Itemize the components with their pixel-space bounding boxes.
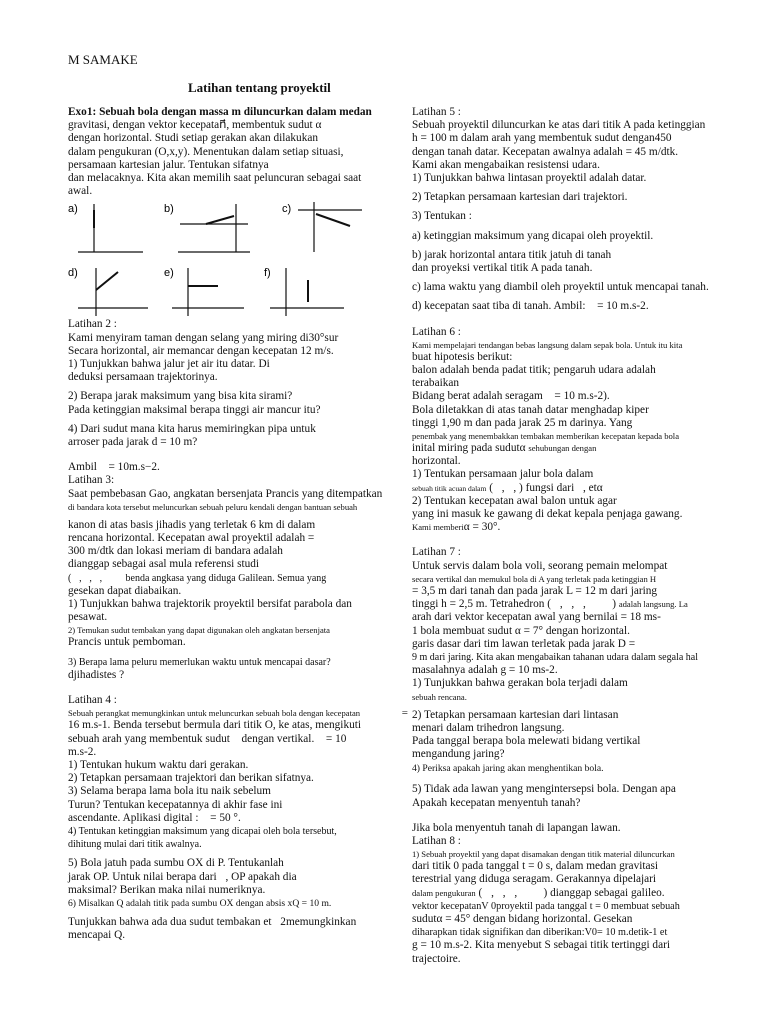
- l6-small-text: sehubungan dengan: [528, 443, 597, 454]
- l3-line: pesawat.: [68, 611, 108, 624]
- l8-line: trajectoire.: [412, 952, 461, 965]
- page-title: Latihan tentang proyektil: [188, 80, 331, 95]
- exo1-line: dengan horizontal. Studi setiap gerakan akan dilakukan: [68, 132, 319, 145]
- l5-line: Kami akan mengabaikan resistensi udara.: [412, 158, 600, 171]
- l7-line: 2) Tetapkan persamaan kartesian dari lintasan: [412, 708, 619, 721]
- l4-line: sebuah arah yang membentuk sudut⃞ dengan vertikal.⃞ = 10: [68, 732, 347, 745]
- l4-line: 6) Misalkan Q adalah titik pada sumbu OX dengan absis xQ = 10 m.: [68, 897, 332, 909]
- l4-line: 4) Tentukan ketinggian maksimum yang dicapai oleh bola tersebut,: [68, 825, 337, 837]
- l4-line: ascendante. Aplikasi digital :⃞ = 50 °.: [68, 811, 241, 824]
- l5-line: 3) Tentukan :: [412, 210, 472, 223]
- exo1-line: dalam pengukuran (O,x,y). Menentukan dalam setiap situasi,: [68, 145, 344, 158]
- l6-line: tinggi 1,90 m dan pada jarak 25 m darinya. Yang: [412, 416, 633, 429]
- l6-text: α = 30°.: [463, 521, 501, 534]
- l4-small-text: Sebuah perangkat memungkinkan untuk meluncurkan sebuah bola dengan kecepatan: [68, 708, 361, 719]
- l2-line: Secara horizontal, air memancar dengan kecepatan 12 m/s.: [68, 344, 334, 357]
- l4-line: m.s-2.: [68, 745, 97, 758]
- l7-line: menari dalam trihedron langsung.: [412, 721, 565, 734]
- l4-line: Tunjukkan bahwa ada dua sudut tembakan et⃞2memungkinkan: [68, 916, 357, 929]
- l8-small-line: 1) Sebuah proyektil yang dapat disamakan dengan titik material diluncurkan: [412, 849, 675, 860]
- l6-small-text: Kami memberi: [412, 522, 464, 533]
- l6-title: Latihan 6 :: [412, 325, 461, 338]
- l3-small-line: di bandara kota tersebut meluncurkan sebuah peluru kendali dengan bantuan sebuah: [68, 501, 358, 512]
- l7-line: Pada tanggal berapa bola melewati bidang vertikal: [412, 734, 641, 747]
- l7-line: Apakah kecepatan menyentuh tanah?: [412, 796, 581, 809]
- l4-line: 1) Tentukan hukum waktu dari gerakan.: [68, 758, 249, 771]
- l6-text: (⃞,⃞, ) fungsi dari⃞, etα: [489, 481, 603, 494]
- l3-line: dianggap sebagai asal mula referensi studi: [68, 558, 260, 571]
- l2-line: Pada ketinggian maksimal berapa tinggi air mancur itu?: [68, 403, 321, 416]
- l5-line: h = 100 m dalam arah yang membentuk sudut dengan450: [412, 132, 672, 145]
- l8-small-text: dalam pengukuran: [412, 887, 476, 898]
- l5-line: c) lama waktu yang diambil oleh proyektil untuk mencapai tanah.: [412, 281, 709, 294]
- exo1-line: persamaan kartesian jalur. Tentukan sifatnya: [68, 158, 269, 171]
- l4-line: mencapai Q.: [68, 929, 126, 942]
- l6-small-line: penembak yang menembakkan tembakan memberikan kecepatan kepada bola: [412, 431, 680, 442]
- fig-label: c): [282, 203, 292, 216]
- l5-line: 2) Tetapkan persamaan kartesian dari trajektori.: [412, 191, 628, 204]
- l5-line: a) ketinggian maksimum yang dicapai oleh proyektil.: [412, 229, 654, 242]
- l7-line: = 3,5 m dari tanah dan pada jarak L = 12 m dari jaring: [412, 584, 658, 597]
- l7-line: arah dari vektor kecepatan awal yang bernilai = 18 ms-: [412, 611, 661, 624]
- l7-title: Latihan 7 :: [412, 546, 461, 559]
- l7-line: garis dasar dari tim lawan terletak pada jarak D =: [412, 637, 636, 650]
- right-column: [412, 106, 757, 966]
- l5-line: dengan tanah datar. Kecepatan awalnya adalah = 45 m/dtk.: [412, 145, 679, 158]
- exo1-heading: Exo1: Sebuah bola dengan massa m diluncurkan dalam medan: [68, 106, 372, 118]
- l8-line: dari titik 0 pada tanggal t = 0 s, dalam medan gravitasi: [412, 860, 659, 873]
- l5-line: Sebuah proyektil diluncurkan ke atas dari titik A pada ketinggian: [412, 119, 706, 132]
- l8-text: (⃞,⃞,⃞,⃞⃞⃞) dianggap sebagai galileo.: [478, 886, 665, 899]
- exo1-line: dan melacaknya. Kita akan memilih saat peluncuran sebagai saat: [68, 172, 362, 185]
- l7-line: 5) Tidak ada lawan yang mengintersepsi bola. Dengan apa: [412, 783, 676, 796]
- exercise-figures: [68, 200, 408, 318]
- l3-line: gesekan dapat diabaikan.: [68, 584, 182, 597]
- l8-line: sudutα = 45° dengan bidang horizontal. Gesekan: [412, 912, 633, 925]
- l4-line: 16 m.s-1. Benda tersebut bermula dari titik O, ke atas, mengikuti: [68, 719, 362, 732]
- fig-label: f): [264, 267, 271, 280]
- l6-line: [412, 482, 757, 495]
- l6-line: balon adalah benda padat titik; pengaruh udara adalah: [412, 364, 656, 377]
- exo1-line: gravitasi, dengan vektor kecepatan⃗⃗, membentuk sudut α: [68, 119, 322, 132]
- l2-title: Latihan 2 :: [68, 318, 117, 331]
- l4-line: Turun? Tentukan kecepatannya di akhir fase ini: [68, 798, 283, 811]
- l4-eq: =: [401, 707, 408, 720]
- l6-line: yang ini masuk ke gawang di dekat kepala penjaga gawang.: [412, 508, 683, 521]
- l2-line: 2) Berapa jarak maksimum yang bisa kita sirami?: [68, 390, 293, 403]
- l5-line: d) kecepatan saat tiba di tanah. Ambil:⃞ = 10 m.s-2.: [412, 300, 649, 313]
- l7-text: tinggi h = 2,5 m. Tetrahedron (⃞,⃞,⃞,⃞⃞⃞): [412, 598, 616, 611]
- l8-line: [412, 887, 757, 900]
- l3-line: kanon di atas basis jihadis yang terletak 6 km di dalam: [68, 518, 316, 531]
- l8-line: terestrial yang diduga seragam. Gerakannya dipelajari: [412, 873, 657, 886]
- l7-line: masalahnya adalah g = 10 ms-2.: [412, 664, 558, 677]
- l7-line: mengandung jaring?: [412, 748, 505, 761]
- l6-line: [412, 521, 757, 534]
- l2-line: 4) Dari sudut mana kita harus memiringkan pipa untuk: [68, 422, 316, 435]
- l3-line: Saat pembebasan Gao, angkatan bersenjata Prancis yang ditempatkan: [68, 487, 383, 500]
- author-name: M SAMAKE: [68, 52, 138, 67]
- l6-line: terabaikan: [412, 377, 460, 390]
- l6-line: Bidang berat adalah seragam⃞ = 10 m.s-2).: [412, 390, 610, 403]
- l2-line: deduksi persamaan trajektorinya.: [68, 371, 218, 384]
- l4-line: maksimal? Berikan maka nilai numeriknya.: [68, 883, 266, 896]
- l4-line: jarak OP. Untuk nilai berapa dari⃞, OP apakah dia: [68, 870, 297, 883]
- fig-label: e): [164, 267, 174, 280]
- l5-line: dan proyeksi vertikal titik A pada tanah.: [412, 262, 593, 275]
- l6-line: horizontal.: [412, 455, 461, 468]
- fig-label: a): [68, 203, 78, 216]
- l8-line: diharapkan tidak signifikan dan diberikan:V0= 10 m.detik-1 et: [412, 927, 668, 939]
- l6-line: buat hipotesis berikut:: [412, 350, 513, 363]
- l4-small-line: [68, 707, 408, 719]
- l3-line: djihadistes ?: [68, 668, 125, 681]
- l4-line: 2) Tetapkan persamaan trajektori dan berikan sifatnya.: [68, 772, 314, 785]
- left-column: [68, 106, 408, 943]
- l4-line: 3) Selama berapa lama bola itu naik sebelum: [68, 785, 271, 798]
- l3-line: 300 m/dtk dan lokasi meriam di bandara adalah: [68, 545, 283, 558]
- l7-line: 1) Tunjukkan bahwa gerakan bola terjadi dalam: [412, 677, 628, 690]
- l7-line: 9 m dari jaring. Kita akan mengabaikan tahanan udara dalam segala hal: [412, 651, 698, 663]
- l3-title: Latihan 3:: [68, 474, 115, 487]
- l2-line: 1) Tunjukkan bahwa jalur jet air itu datar. Di: [68, 358, 270, 371]
- l2-line: arroser pada jarak d = 10 m?: [68, 436, 198, 449]
- l6-line: [412, 442, 757, 455]
- l7-small-line: secara vertikal dan memukul bola di A yang terletak pada ketinggian H: [412, 573, 657, 584]
- l5-line: 1) Tunjukkan bahwa lintasan proyektil adalah datar.: [412, 172, 647, 185]
- l6-text: inital miring pada sudutα: [412, 442, 526, 455]
- l5-line: b) jarak horizontal antara titik jatuh di tanah: [412, 248, 612, 261]
- l7-line: Untuk servis dalam bola voli, seorang pemain melompat: [412, 559, 668, 572]
- l6-line: 1) Tentukan persamaan jalur bola dalam: [412, 468, 594, 481]
- fig-label: d): [68, 267, 78, 280]
- l8-line: g = 10 m.s-2. Kita menyebut S sebagai titik tertinggi dari: [412, 939, 670, 952]
- l7-line: [412, 598, 757, 611]
- l4-title: Latihan 4 :: [68, 694, 117, 707]
- l3-line: Prancis untuk pemboman.: [68, 636, 186, 649]
- l2-line: Ambil⃞ = 10m.s−2.: [68, 461, 160, 474]
- l3-line: rencana horizontal. Kecepatan awal proyektil adalah =: [68, 532, 315, 545]
- fig-label: b): [164, 203, 174, 216]
- l3-line: 1) Tunjukkan bahwa trajektorik proyektil bersifat parabola dan: [68, 598, 352, 611]
- l7-small-line: sebuah rencana.: [412, 691, 467, 702]
- l6-small-line: Kami mempelajari tendangan bebas langsung dalam sepak bola. Untuk itu kita: [412, 339, 683, 350]
- l4-line: dihitung mulai dari titik awalnya.: [68, 839, 202, 851]
- l6-line: 2) Tentukan kecepatan awal balon untuk agar: [412, 494, 617, 507]
- l8-title: Latihan 8 :: [412, 834, 461, 847]
- l3-line: (⃞,⃞,⃞,⃞⃞⃞benda angkasa yang diduga Galilean. Semua yang: [68, 572, 327, 584]
- l7-small-line: 4) Periksa apakah jaring akan menghentikan bola.: [412, 763, 604, 775]
- l4-line: 5) Bola jatuh pada sumbu OX di P. Tentukanlah: [68, 857, 284, 870]
- l8-line: vektor kecepatanV 0proyektil pada tanggal t = 0 membuat sebuah: [412, 900, 680, 912]
- l5-title: Latihan 5 :: [412, 106, 461, 118]
- trajectory-diagrams: [68, 200, 368, 318]
- l3-small-line: 2) Temukan sudut tembakan yang dapat digunakan oleh angkatan bersenjata: [68, 625, 330, 636]
- l2-line: Kami menyiram taman dengan selang yang miring di30°sur: [68, 331, 339, 344]
- l7-small-text: adalah langsung. La: [618, 599, 688, 610]
- l7-line: Jika bola menyentuh tanah di lapangan lawan.: [412, 821, 621, 834]
- l7-line: 1 bola membuat sudut α = 7° dengan horizontal.: [412, 624, 630, 637]
- l6-line: Bola diletakkan di atas tanah datar menghadap kiper: [412, 403, 649, 416]
- l3-line: 3) Berapa lama peluru memerlukan waktu untuk mencapai dasar?: [68, 656, 331, 668]
- l6-small-text: sebuah titik acuan dalam: [412, 483, 487, 493]
- exo1-line: awal.: [68, 185, 93, 198]
